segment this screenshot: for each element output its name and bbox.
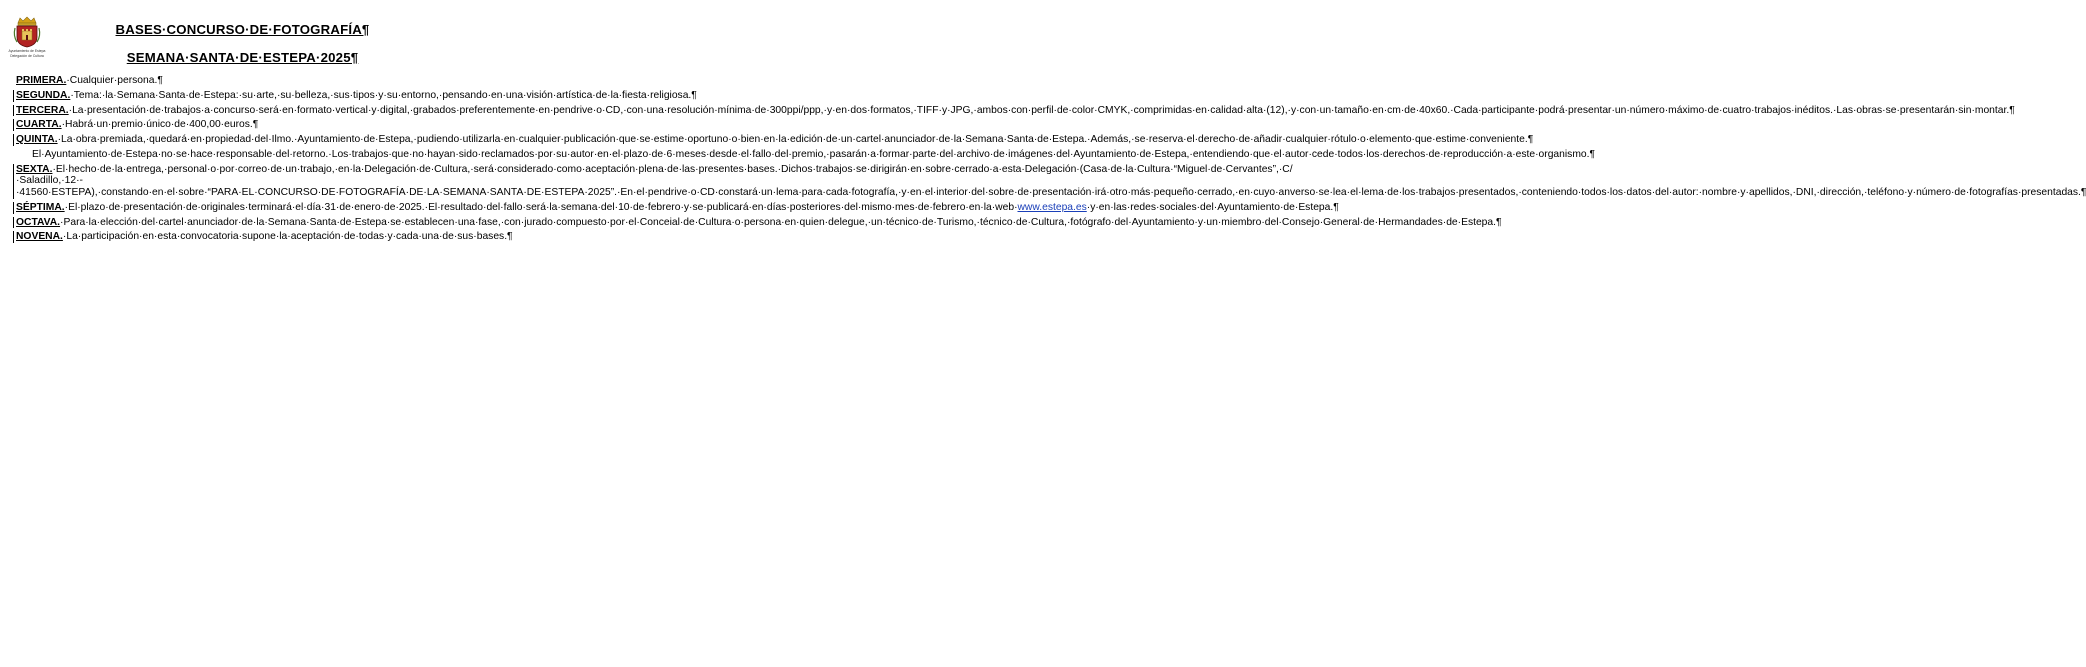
logo-caption-line2: Delegación de Cultura [10,54,44,58]
section-tercera [13,104,2015,117]
section-septima [13,201,1339,214]
section-label: SEXTA. [16,163,53,175]
section-text: ·La·participación·en·esta·convocatoria·supone·la·aceptación·de·todas·y·cada·una·de·sus·bases.¶ [62,231,513,243]
section-label: PRIMERA. [16,75,67,86]
municipal-crest-logo [6,16,48,58]
document-header [70,22,415,66]
section-sexta [13,163,2086,199]
section-text: ·Tema:·la·Semana·Santa·de·Estepa:·su·arte,·su·belleza,·sus·tipos·y·su·entorno,·pensando·en·una·visión·artística·de·la·fiesta·religiosa.¶ [70,89,697,101]
section-quinta-paragraph-2: El·Ayuntamiento·de·Estepa·no·se·hace·responsable·del·retorno.·Los·trabajos·que·no·hayan·sido·reclamados·por·su·autor·en·el·plazo·de·6·meses·desde·el·fallo·del·premio,·pasarán·a·formar·parte·del·archivo·de·imágenes·del·Ayuntamiento·de·Estepa,·entendiendo·que·el·autor·cede·todos·los·derechos·de·reproducción·a·este·organismo.¶ [32,148,1596,160]
section-label: SÉPTIMA. [16,201,65,213]
section-text: ·La·obra·premiada,·quedará·en·propiedad·del·Ilmo.·Ayuntamiento·de·Estepa,·pudiendo·utilizarla·en·cualquier·publicación·que·se·estime·oportuno·o·bien·en·la·edición·de·un·cartel·anunciador·de·la·Semana·Santa·de·Estepa.·Además,·se·reserva·el·derecho·de·añadir·cualquier·rótulo·o·elemento·que·estime·conveniente.¶ [57,134,1534,145]
section-label: NOVENA. [16,231,63,243]
section-text: ·La·presentación·de·trabajos·a·concurso·será·en·formato·vertical·y·digital,·grabados·preferentemente·en·pendrive·o·CD,·con·una·resolución·mínima·de·300ppi/ppp,·y·en·dos·formatos,·TIFF·y·JPG,·ambos·con·perfil·de·color·CMYK,·comprimidas·en·calidad·alta·(12),·y·con·un·tamaño·en·cm·de·40x60.·Cada·participante·podrá·presentar·un·número·máximo·de·cuatro·trabajos·inéditos.·Las·obras·se·presentarán·sin·montar.¶ [68,104,2015,116]
section-text: ·Para·la·elección·del·cartel·anunciador·de·la·Semana·Santa·de·Estepa·se·establecen·una·fase,·con·jurado·compuesto·por·el·Conceial·de·Cultura·o·persona·en·quien·delegue,·un·técnico·de·Turismo,·técnico·de·Cultura,·fotógrafo·del·Ayuntamiento·y·un·miembro·del·Consejo·General·de·Hermandades·de·Estepa.¶ [60,216,1502,228]
logo-caption-line1: Ayuntamiento de Estepa [8,49,46,53]
section-label: OCTAVA. [16,216,61,228]
section-cuarta [13,119,415,131]
section-text: ·El·plazo·de·presentación·de·originales·terminará·el·día·31·de·enero·de·2025.·El·resultado·del·fallo·será·la·semana·del·10·de·febrero·y·se·publicará·en·días·posteriores·del·mismo·mes·de·febrero·en·la·web· [64,201,1018,213]
section-primera [16,75,415,87]
section-text: ·El·hecho·de·la·entrega,·personal·o·por·correo·de·un·trabajo,·en·la·Delegación·de·Cultura,·será·considerado·como·aceptación·plena·de·las·presentes·bases.·Dichos·trabajos·se·dirigirán·en·sobre·cerrado·a·esta·Delegación·(Casa·de·la·Cultura·“Miguel·de·Cervantes”,·C/·Saladillo,·12·-·41560·ESTEPA),·constando·en·el·sobre·“PARA·EL·CONCURSO·DE·FOTOGRAFÍA·DE·LA·SEMANA·SANTA·DE·ESTEPA·2025”.·En·el·pendrive·o·CD·constará·un·lema·para·cada·fotografía,·y·en·el·interior·del·sobre·de·presentación·irá·otro·más·pequeño·cerrado,·en·cuyo·anverso·se·lea·el·lema·de·los·trabajos·presentados,·conteniendo·todos·los·datos·del·autor:·nombre·y·apellidos,·DNI,·dirección,·teléfono·y·número·de·fotografías·presentadas.¶ [16,163,2086,198]
section-text: ·Habrá·un·premio·único·de·400,00·euros.¶ [61,119,259,131]
section-label: QUINTA. [16,134,58,145]
section-novena [13,231,513,243]
document-title: BASES·CONCURSO·DE·FOTOGRAFÍA¶ [115,22,370,37]
section-quinta [13,134,1534,146]
section-octava [13,216,1502,229]
document-body [16,75,2086,243]
section-label: SEGUNDA. [16,89,71,101]
section-label: TERCERA. [16,104,69,116]
section-segunda [13,89,697,102]
section-text-after-link: ·y·en·las·redes·sociales·del·Ayuntamiento·de·Estepa.¶ [1086,201,1339,213]
website-link[interactable]: www.estepa.es [1017,201,1087,213]
section-label: CUARTA. [16,119,62,131]
document-subtitle: SEMANA·SANTA·DE·ESTEPA·2025¶ [126,50,359,65]
section-text: ·Cualquier·persona.¶ [66,75,163,86]
crest-icon [14,16,40,48]
